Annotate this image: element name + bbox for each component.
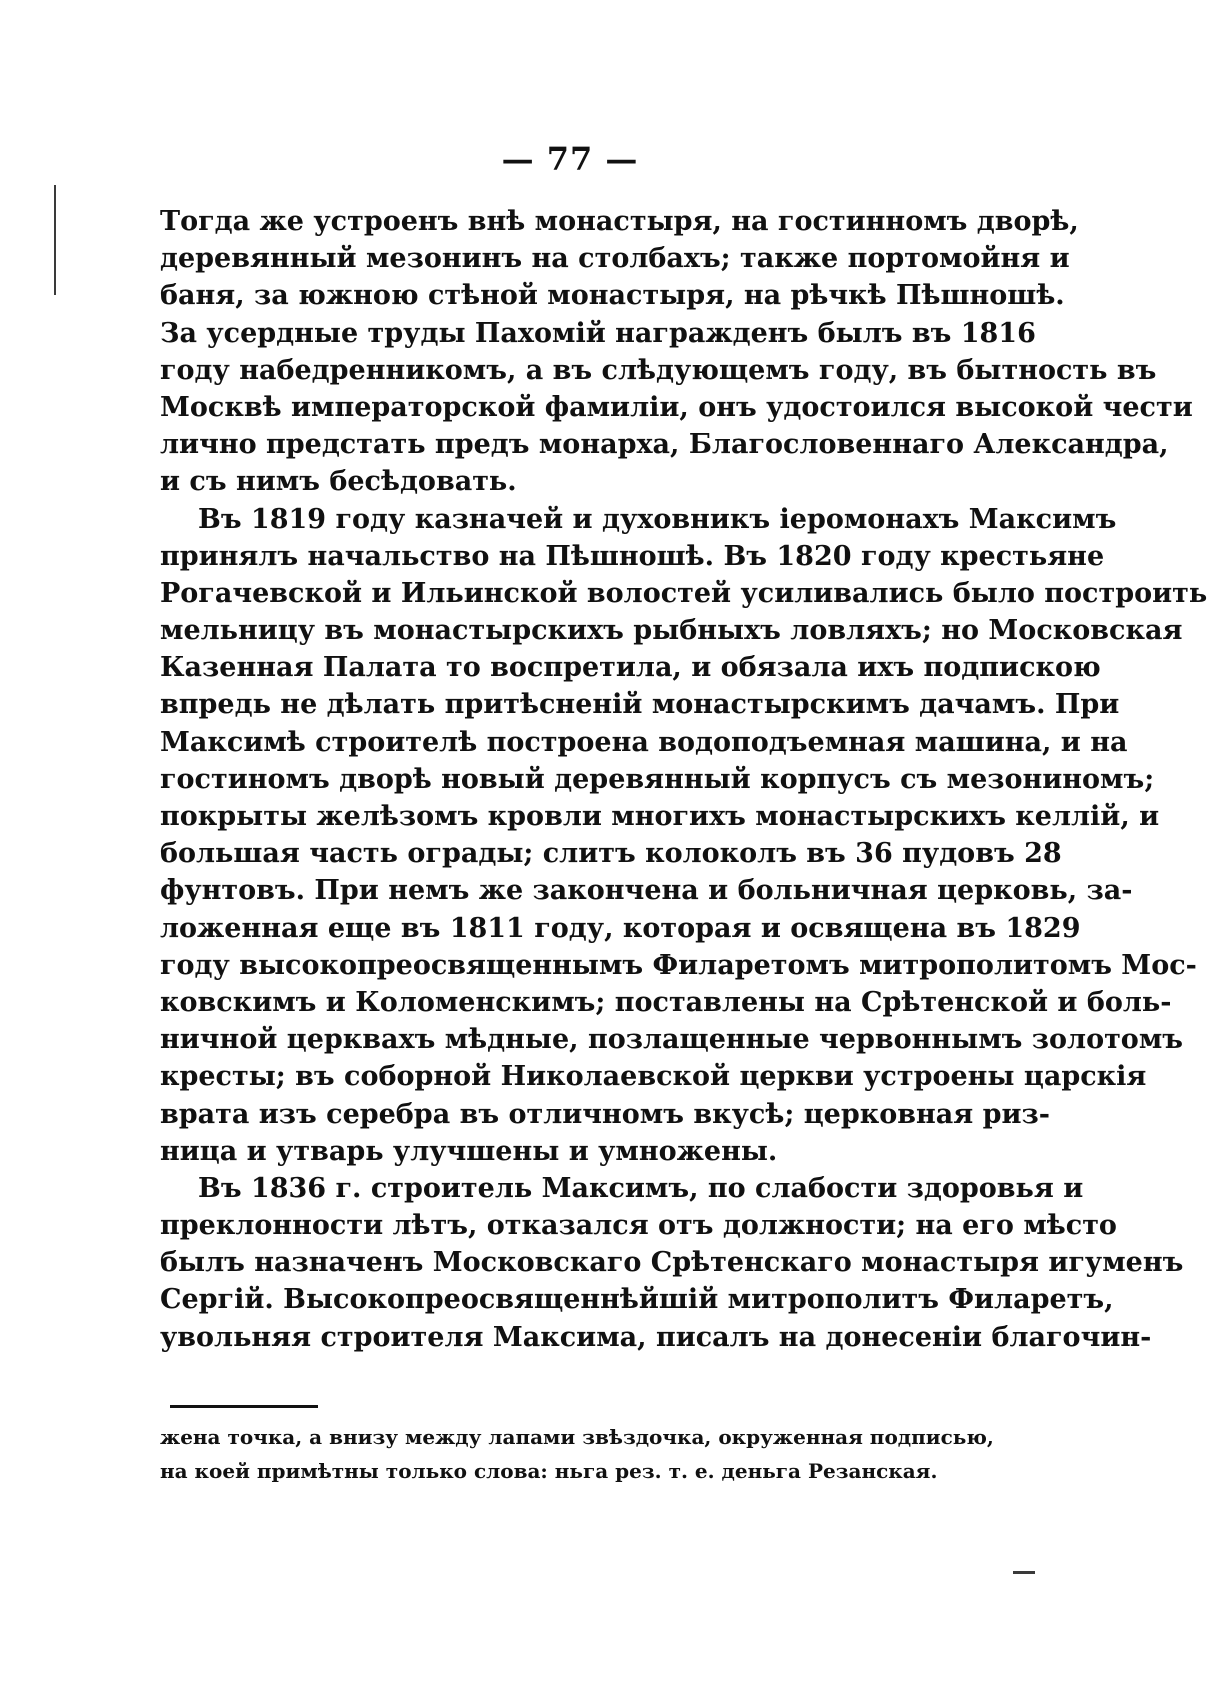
footnote-line: на коей примѣтны только слова: ньга рез. т. е. деньга Резанская. [160,1459,938,1483]
text-line: и съ нимъ бесѣдовать. [160,466,517,498]
text-line: преклонности лѣтъ, отказался отъ должности; на его мѣсто [160,1210,1117,1242]
body-text [160,203,1207,1356]
text-line: покрыты желѣзомъ кровли многихъ монастырскихъ келлій, и [160,801,1160,832]
page-number: — 77 — [501,140,639,178]
text-line: впредь не дѣлать притѣсненій монастырскимъ дачамъ. При [160,689,1120,721]
text-line: Сергій. Высокопреосвященнѣйшій митрополитъ Филаретъ, [160,1284,1114,1316]
text-line: лично предстать предъ монарха, Благословеннаго Александра, [160,429,1169,461]
text-line: Въ 1836 г. строитель Максимъ, по слабости здоровья и [198,1172,1084,1204]
text-line: ковскимъ и Коломенскимъ; поставлены на Срѣтенской и боль- [160,986,1172,1018]
text-line: году набедренникомъ, а въ слѣдующемъ году, въ бытность въ [160,354,1157,386]
text-line: году высокопреосвященнымъ Филаретомъ митрополитомъ Мос- [160,949,1197,981]
scan-edge-mark [1013,1571,1035,1574]
text-line: мельницу въ монастырскихъ рыбныхъ ловляхъ; но Московская [160,615,1183,647]
scan-edge-mark [54,185,56,295]
footnote-line: жена точка, а внизу между лапами звѣздочка, окруженная подписью, [160,1425,994,1449]
text-line: ложенная еще въ 1811 году, которая и освящена въ 1829 [160,912,1081,944]
text-line: увольняя строителя Максима, писалъ на донесеніи благочин- [160,1321,1152,1353]
footnote-divider [170,1405,318,1408]
text-line: Москвѣ императорской фамиліи, онъ удостоился высокой чести [160,391,1193,423]
text-line: фунтовъ. При немъ же закончена и больничная церковь, за- [160,875,1133,907]
text-line: большая часть ограды; слитъ колоколъ въ 36 пудовъ 28 [160,838,1062,870]
text-line: врата изъ серебра въ отличномъ вкусѣ; церковная риз- [160,1098,1050,1130]
text-line: Рогачевской и Ильинской волостей усиливались было построить [160,577,1207,609]
text-line: кресты; въ соборной Николаевской церкви устроены царскія [160,1061,1147,1093]
text-line: ничной церквахъ мѣдные, позлащенные червоннымъ золотомъ [160,1024,1183,1056]
footnote [160,1420,994,1488]
text-line: принялъ начальство на Пѣшношѣ. Въ 1820 году крестьяне [160,540,1105,572]
text-line: Казенная Палата то воспретила, и обязала ихъ подпискою [160,652,1101,684]
text-line: Тогда же устроенъ внѣ монастыря, на гостинномъ дворѣ, [160,206,1079,237]
text-line: гостиномъ дворѣ новый деревянный корпусъ съ мезониномъ; [160,763,1155,795]
text-line: былъ назначенъ Московскаго Срѣтенскаго монастыря игуменъ [160,1247,1184,1279]
text-line: деревянный мезонинъ на столбахъ; также портомойня и [160,243,1070,275]
text-line: За усердные труды Пахомій награжденъ былъ въ 1816 [160,317,1036,349]
text-line: баня, за южною стѣной монастыря, на рѣчкѣ Пѣшношѣ. [160,280,1065,312]
text-line: Максимѣ строителѣ построена водоподъемная машина, и на [160,726,1128,758]
text-line: ница и утварь улучшены и умножены. [160,1135,778,1167]
text-line: Въ 1819 году казначей и духовникъ іеромонахъ Максимъ [198,503,1117,535]
